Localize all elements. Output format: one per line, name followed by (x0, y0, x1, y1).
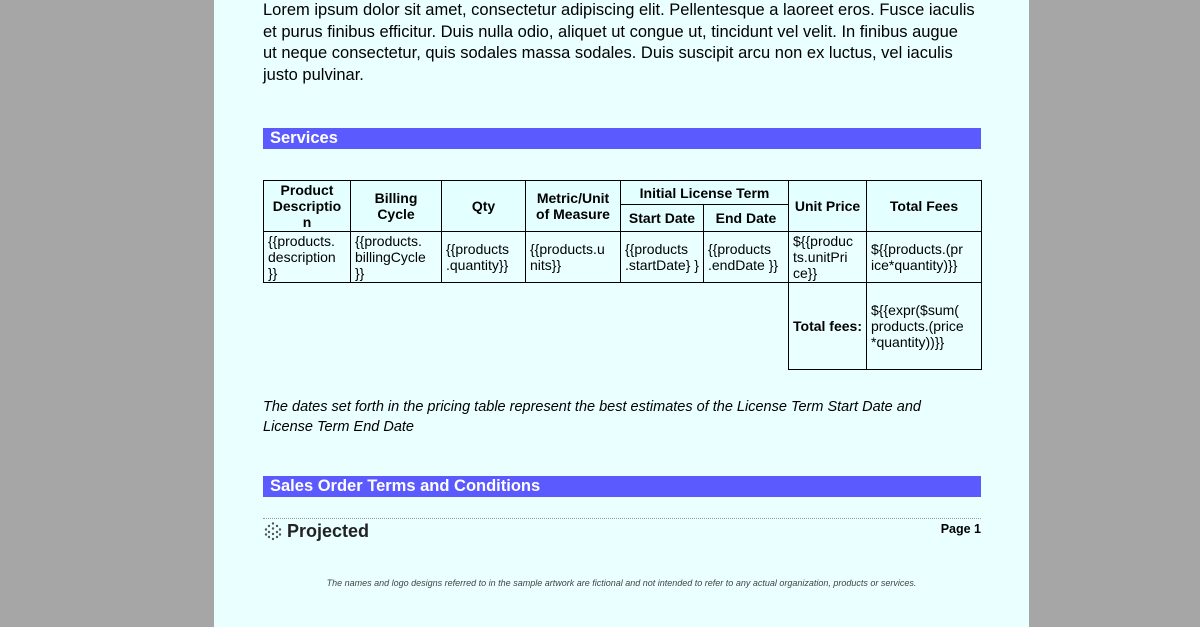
cell-unit-price: ${{produc ts.unitPri ce}} (789, 232, 867, 283)
total-fees-label: Total fees: (789, 283, 867, 370)
totals-row (264, 283, 982, 370)
logo-text: Projected (287, 520, 370, 541)
cell-total: ${{products.(pr ice*quantity)}} (867, 232, 982, 283)
header-billing-cycle: Billing Cycle (351, 181, 442, 232)
header-unit-price: Unit Price (789, 181, 867, 232)
table-row (264, 232, 982, 283)
header-product-description: Product Descriptio n (264, 181, 351, 232)
header-initial-license-term: Initial License Term (621, 181, 789, 205)
footer-logo (263, 520, 369, 542)
pricing-note: The dates set forth in the pricing table represent the best estimates of the License Term Start Date and License Term End Date (263, 399, 921, 435)
dotted-hexagon-icon (263, 521, 283, 541)
header-start-date: Start Date (621, 205, 704, 232)
header-total-fees: Total Fees (867, 181, 982, 232)
cell-end-date: {{products .endDate }} (704, 232, 789, 283)
cell-start-date: {{products .startDate} } (621, 232, 704, 283)
header-qty: Qty (442, 181, 526, 232)
services-table (263, 180, 982, 370)
cell-description: {{products. description }} (264, 232, 351, 283)
cell-billing-cycle: {{products. billingCycle }} (351, 232, 442, 283)
footer-divider (263, 518, 981, 519)
cell-units: {{products.u nits}} (526, 232, 621, 283)
intro-paragraph: Lorem ipsum dolor sit amet, consectetur adipiscing elit. Pellentesque a laoreet eros. Fusce iaculis et purus finibus efficitur. Duis nulla odio, aliquet ut congue ut, tincidunt vel velit. In finibus augue ut neque consectetur, quis sodales massa sodales. Duis suscipit arcu non ex luctus, vel iaculis justo pulvinar. (263, 1, 975, 84)
terms-heading: Sales Order Terms and Conditions (263, 476, 981, 497)
header-metric-unit: Metric/Unit of Measure (526, 181, 621, 232)
page-number: Page 1 (940, 522, 981, 536)
document-page (214, 0, 1029, 627)
disclaimer-text: The names and logo designs referred to in the sample artwork are fictional and not intended to refer to any actual organization, products or services. (326, 578, 917, 588)
cell-quantity: {{products .quantity}} (442, 232, 526, 283)
header-end-date: End Date (704, 205, 789, 232)
total-fees-value: ${{expr($sum( products.(price *quantity))}} (867, 283, 982, 370)
services-heading: Services (263, 128, 981, 149)
